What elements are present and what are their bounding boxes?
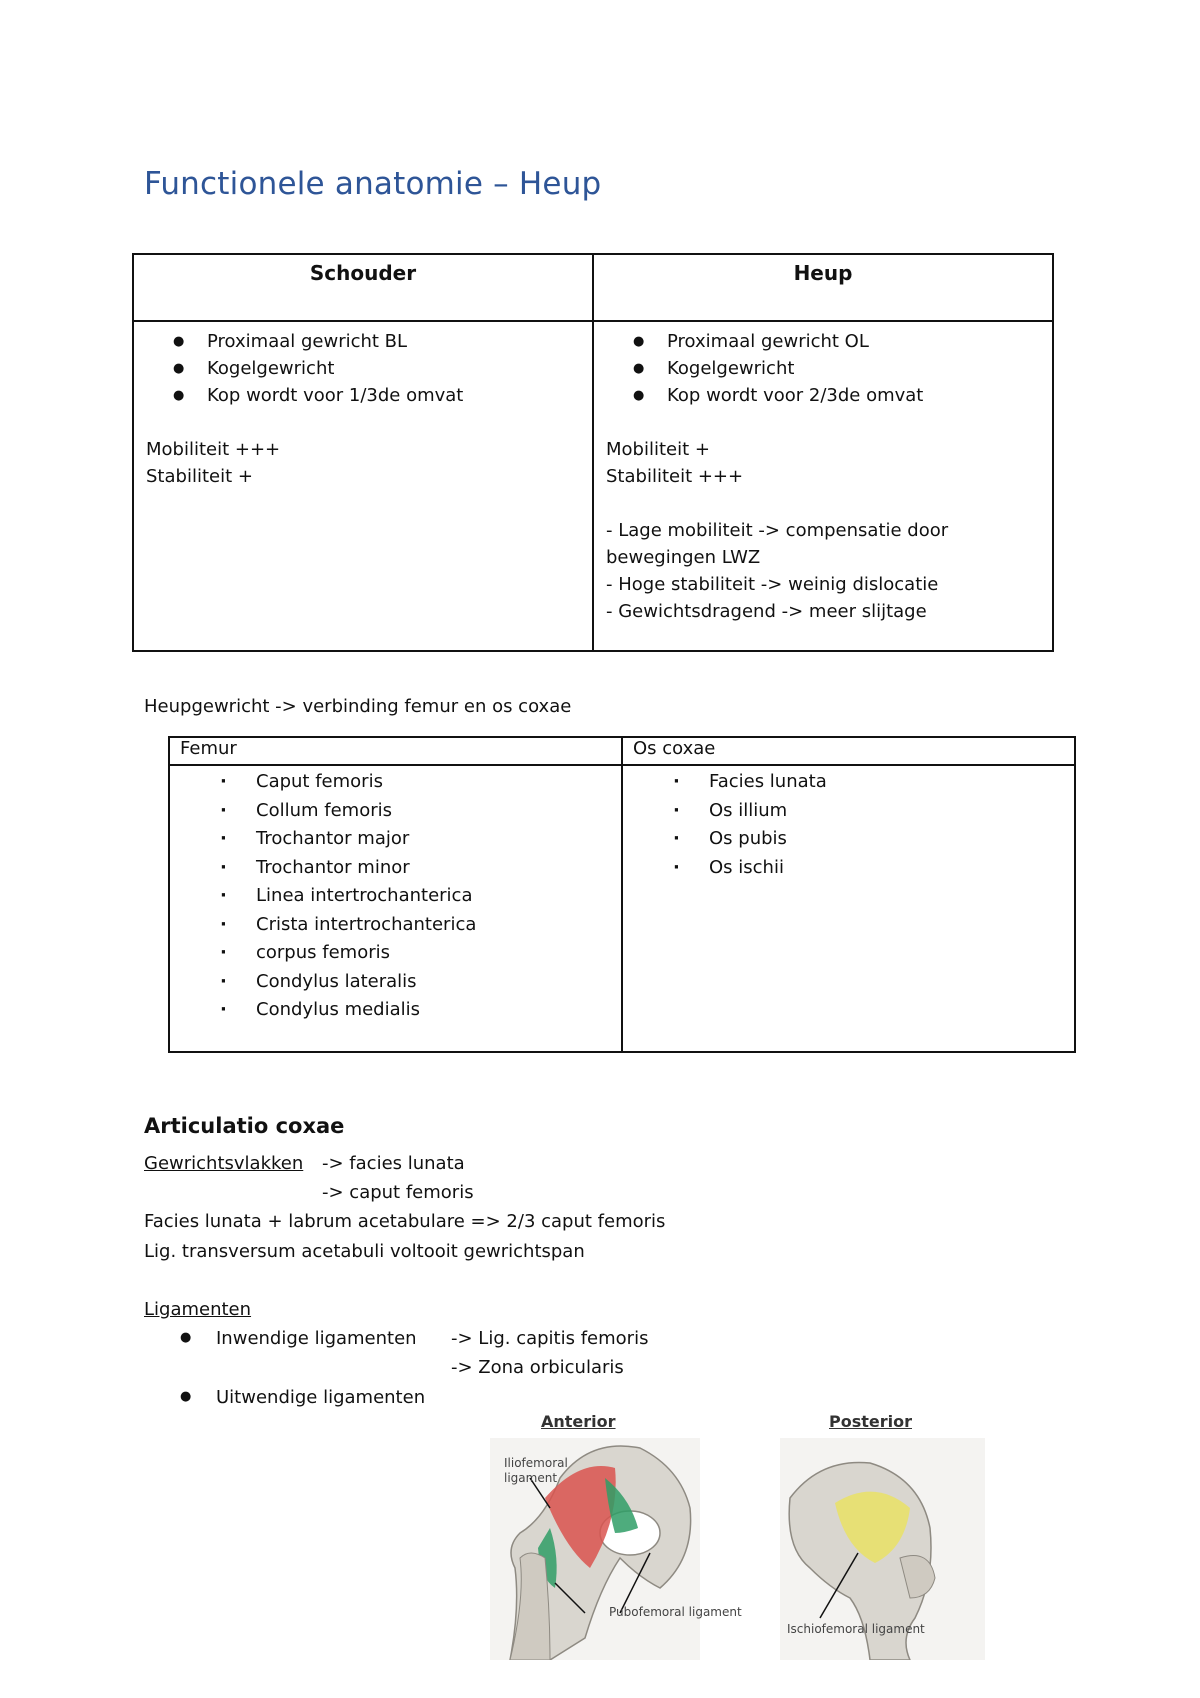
list-item: · Os illium — [709, 797, 1074, 826]
uitwendig-label: Uitwendige ligamenten — [216, 1387, 426, 1408]
list-item: · Trochantor major — [256, 825, 621, 854]
comparison-table — [132, 253, 1054, 652]
list-item: ● Kop wordt voor 1/3de omvat — [207, 382, 580, 409]
list-item: · Linea intertrochanterica — [256, 882, 621, 911]
cell-os-coxae — [622, 765, 1075, 1052]
heup-note: - Hoge stabiliteit -> weinig dislocatie — [606, 574, 939, 595]
schouder-bullets — [146, 328, 580, 409]
heup-note: - Gewichtsdragend -> meer slijtage — [606, 601, 927, 622]
cell-femur — [169, 765, 622, 1052]
bullet-icon: ● — [180, 1389, 192, 1404]
heup-bullets — [606, 328, 1040, 409]
list-item: · Condylus lateralis — [256, 968, 621, 997]
cell-schouder — [133, 321, 593, 651]
gewrichtsvlakken-value: -> facies lunata — [322, 1153, 465, 1174]
list-item: ● Proximaal gewricht OL — [667, 328, 1040, 355]
ischiofemoral-label: Ischiofemoral ligament — [787, 1622, 925, 1636]
header-femur: Femur — [169, 737, 622, 765]
heup-mobiliteit: Mobiliteit + — [606, 439, 710, 460]
section-heading-articulatio: Articulatio coxae — [144, 1114, 345, 1138]
header-heup: Heup — [593, 254, 1053, 321]
annotation-text: ligament — [504, 1471, 558, 1485]
inwendig-value: -> Zona orbicularis — [451, 1357, 624, 1378]
header-os-coxae: Os coxae — [622, 737, 1075, 765]
posterior-label: Posterior — [829, 1412, 912, 1431]
list-item: · Condylus medialis — [256, 996, 621, 1025]
list-item: · Trochantor minor — [256, 854, 621, 883]
text-line: Facies lunata + labrum acetabulare => 2/3 caput femoris — [144, 1211, 666, 1232]
heup-note: bewegingen LWZ — [606, 547, 761, 568]
list-item: · Os pubis — [709, 825, 1074, 854]
list-item: · Os ischii — [709, 854, 1074, 883]
list-item: · corpus femoris — [256, 939, 621, 968]
list-item: ● Kogelgewricht — [207, 355, 580, 382]
femur-list — [170, 768, 621, 1025]
list-item: · Crista intertrochanterica — [256, 911, 621, 940]
list-item: · Facies lunata — [709, 768, 1074, 797]
list-item: ● Kogelgewricht — [667, 355, 1040, 382]
anterior-label: Anterior — [541, 1412, 616, 1431]
bullet-icon: ● — [180, 1330, 192, 1345]
schouder-mobiliteit: Mobiliteit +++ — [146, 439, 281, 460]
gewrichtsvlakken-value: -> caput femoris — [322, 1182, 474, 1203]
list-item: ● Proximaal gewricht BL — [207, 328, 580, 355]
inwendig-value: -> Lig. capitis femoris — [451, 1328, 649, 1349]
list-item: · Caput femoris — [256, 768, 621, 797]
pubofemoral-label: Pubofemoral ligament — [609, 1605, 742, 1619]
header-schouder: Schouder — [133, 254, 593, 321]
iliofemoral-label — [504, 1456, 568, 1486]
page-title: Functionele anatomie – Heup — [144, 166, 602, 202]
text-line: Lig. transversum acetabuli voltooit gewrichtspan — [144, 1241, 585, 1262]
heup-note: - Lage mobiliteit -> compensatie door — [606, 520, 949, 541]
parts-table — [168, 736, 1076, 1053]
ligamenten-heading: Ligamenten — [144, 1299, 252, 1320]
annotation-text: Iliofemoral — [504, 1456, 568, 1470]
heupgewricht-line: Heupgewricht -> verbinding femur en os coxae — [144, 696, 572, 717]
os-coxae-list — [623, 768, 1074, 882]
schouder-stabiliteit: Stabiliteit + — [146, 466, 253, 487]
cell-heup — [593, 321, 1053, 651]
list-item: · Collum femoris — [256, 797, 621, 826]
heup-stabiliteit: Stabiliteit +++ — [606, 466, 744, 487]
list-item: ● Kop wordt voor 2/3de omvat — [667, 382, 1040, 409]
inwendig-label: Inwendige ligamenten — [216, 1328, 417, 1349]
gewrichtsvlakken-label: Gewrichtsvlakken — [144, 1153, 304, 1174]
